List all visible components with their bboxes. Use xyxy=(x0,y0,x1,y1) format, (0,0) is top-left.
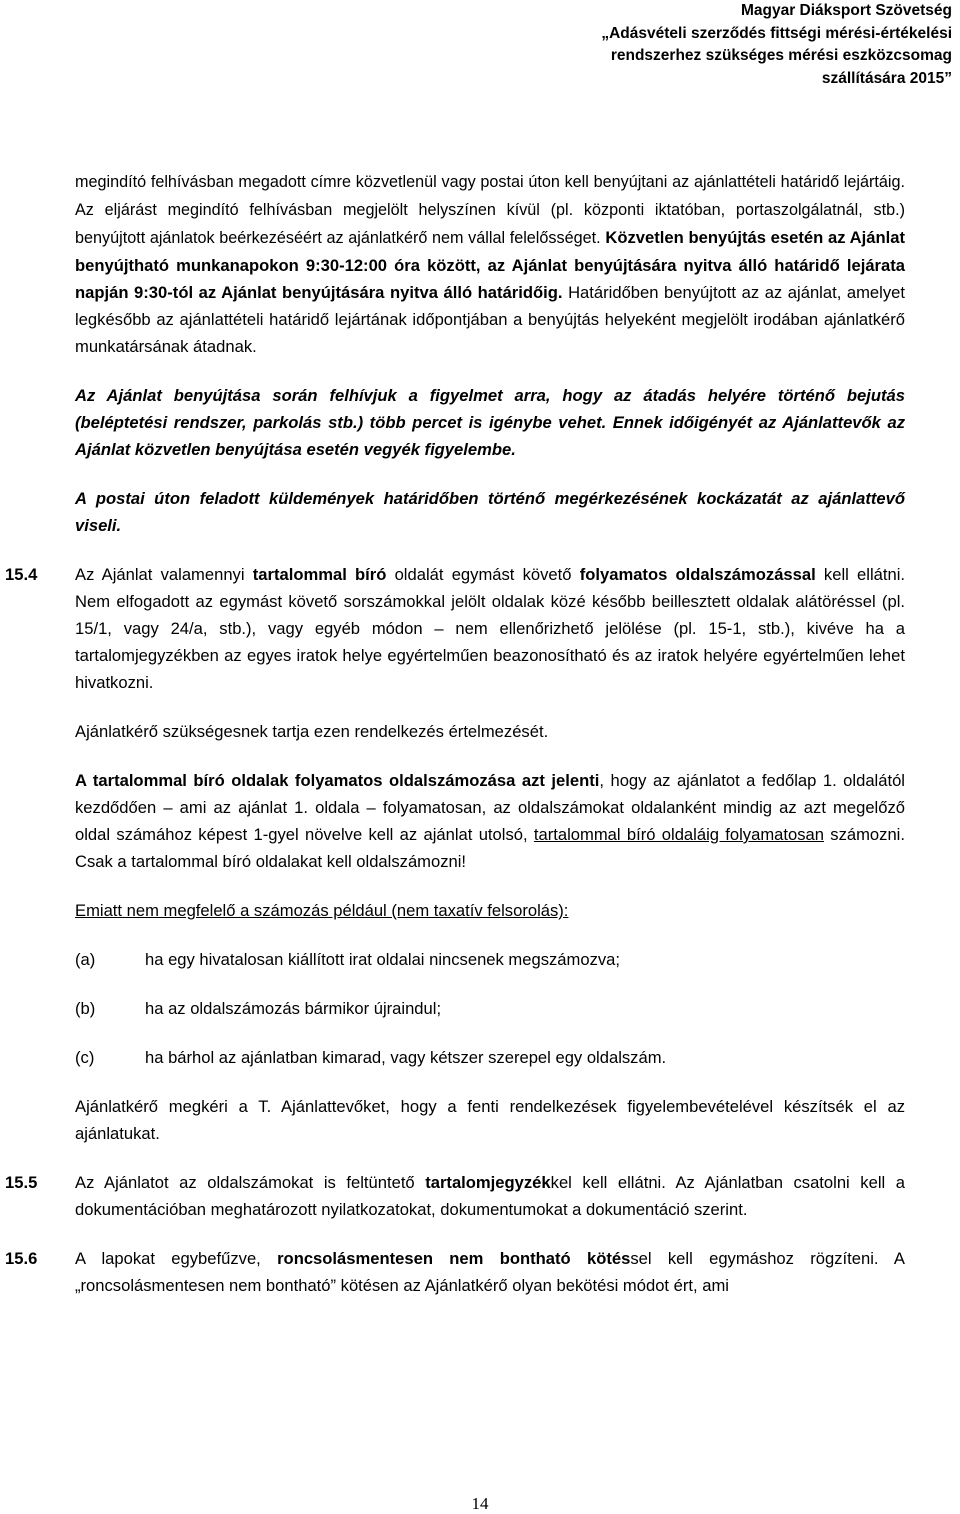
document-body xyxy=(5,168,906,1299)
list-item xyxy=(75,995,905,1022)
list-item-text: ha az oldalszámozás bármikor újraindul; xyxy=(145,999,442,1018)
section-15-4 xyxy=(5,561,906,1147)
list-item-label: (b) xyxy=(75,999,96,1018)
section-15-5-paragraph: Az Ajánlatot az oldalszámokat is feltüntető tartalomjegyzékkel kell ellátni. Az Ajánlatban csatolni kell a dokumentációban meghatározott nyilatkozatokat, dokumentumokat a dokumentáció szerint. xyxy=(75,1173,905,1219)
list-item-label: (a) xyxy=(75,950,96,969)
section-number: 15.4 xyxy=(5,565,38,584)
submission-text: megindító felhívásban megadott címre közvetlenül vagy postai úton kell benyújtani az ajánlattételi határidő lejártáig. Az eljárást megindító felhívásban megjelölt helyszínen kívül (pl. központi iktatóban, portaszolgálatnál, stb.) benyújtott ajánlatok beérkezéséért az ajánlatkérő nem vállal felelősséget. xyxy=(75,173,905,247)
page-number: 14 xyxy=(471,1494,489,1513)
paragraph-postal-risk: A postai úton feladott küldemények határidőben történő megérkezésének kockázatát az ajánlattevő viseli. xyxy=(75,489,905,535)
paragraph-submission xyxy=(75,168,905,360)
section-number: 15.5 xyxy=(5,1173,38,1192)
section-15-4-definition: A tartalommal bíró oldalak folyamatos oldalszámozása azt jelenti, hogy az ajánlatot a fedőlap 1. oldalától kezdődően – ami az ajánlat 1. oldala – folyamatosan, az oldalszámokat oldalanként mindig az azt megelőző oldal számához képest 1-gyel növelve kell az ajánlat utolsó, tartalommal bíró oldaláig folyamatosan számozni. Csak a tartalommal bíró oldalakat kell oldalszámozni! xyxy=(75,771,905,871)
section-15-4-list-intro: Emiatt nem megfelelő a számozás például (nem taxatív felsorolás): xyxy=(75,901,569,920)
section-15-6 xyxy=(5,1245,905,1299)
list-item xyxy=(75,946,905,973)
header-line-3: rendszerhez szükséges mérési eszközcsomag xyxy=(610,47,952,64)
header-line-2: „Adásvételi szerződés fittségi mérési-értékelési xyxy=(601,24,952,42)
section-15-4-request: Ajánlatkérő megkéri a T. Ajánlattevőket, hogy a fenti rendelkezések figyelembevételével készítsék el az ajánlatukat. xyxy=(75,1097,905,1143)
paragraph-access-warning: Az Ajánlat benyújtása során felhívjuk a figyelmet arra, hogy az átadás helyére történő bejutás (beléptetési rendszer, parkolás stb.) több percet is igénybe vehet. Ennek időigényét az Ajánlattevők az Ajánlat közvetlen benyújtása esetén vegyék figyelembe. xyxy=(75,386,905,459)
list-item-text: ha bárhol az ajánlatban kimarad, vagy kétszer szerepel egy oldalszám. xyxy=(145,1048,667,1067)
list-item xyxy=(75,1044,905,1071)
section-15-4-paragraph: Az Ajánlat valamennyi tartalommal bíró oldalát egymást követő folyamatos oldalszámozással kell ellátni. Nem elfogadott az egymást követő sorszámokkal jelölt oldalak közé később beillesztett oldalak alátöréssel (pl. 15/1, vagy 24/a, stb.), vagy egyéb módon – nem ellenőrizhető jelölése (pl. 15-1, stb.), kivéve ha a tartalomjegyzékben az egyes iratok helye egyértelműen beazonosítható és az iratok helyére egyértelműen lehet hivatkozni. xyxy=(75,565,906,692)
submission-deadline-text: Határidőben benyújtott az az ajánlat, amelyet legkésőbb az ajánlattételi határidő lejártának időpontjában a benyújtás helyeként megjelölt irodában ajánlatkérő munkatársának átadnak. xyxy=(75,283,905,356)
submission-hours-text: Közvetlen benyújtás esetén az Ajánlat benyújtható munkanapokon 9:30-12:00 óra között, az Ajánlat benyújtására nyitva álló határidő lejárata napján 9:30-tól az Ajánlat benyújtására nyitva álló határidőig. xyxy=(75,228,905,302)
section-number: 15.6 xyxy=(5,1249,38,1268)
header-line-4: szállítására 2015” xyxy=(821,69,952,87)
section-15-6-paragraph: A lapokat egybefűzve, roncsolásmentesen nem bontható kötéssel kell egymáshoz rögzíteni. A „roncsolásmentesen nem bontható” kötésen az Ajánlatkérő olyan bekötési módot ért, ami xyxy=(75,1249,905,1295)
header-line-1: Magyar Diáksport Szövetség xyxy=(740,2,952,19)
list-item-label: (c) xyxy=(75,1048,95,1067)
section-15-5 xyxy=(5,1169,905,1223)
section-15-4-interpretation: Ajánlatkérő szükségesnek tartja ezen rendelkezés értelmezését. xyxy=(75,722,549,741)
list-item-text: ha egy hivatalosan kiállított irat oldalai nincsenek megszámozva; xyxy=(145,950,621,969)
document-header xyxy=(601,0,952,90)
